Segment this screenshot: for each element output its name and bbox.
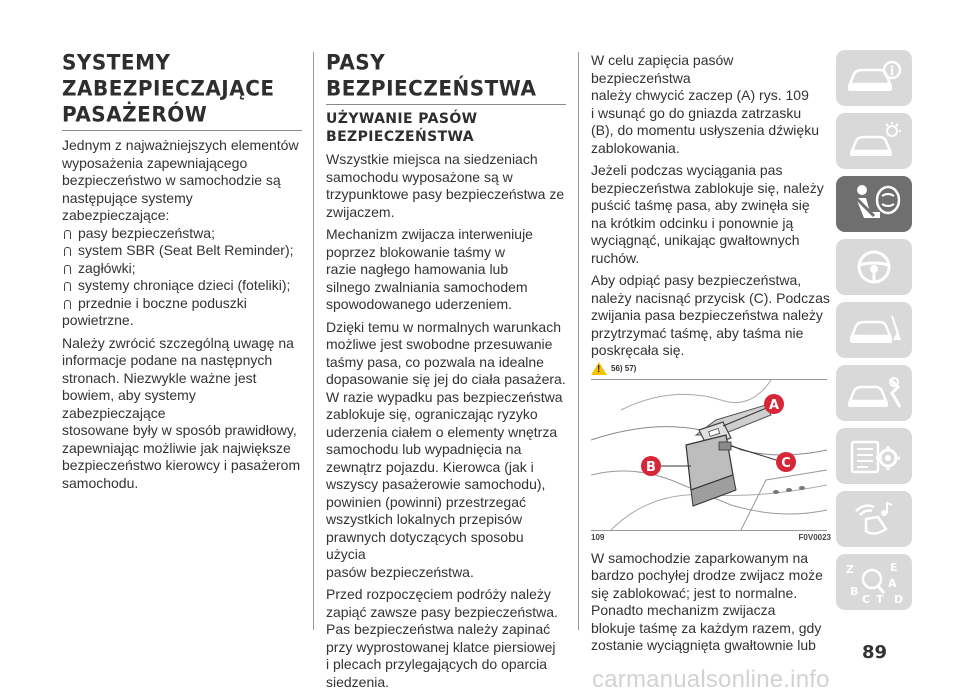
tab-technical-data[interactable] (836, 428, 912, 484)
figure-seat-belt-buckle (591, 379, 827, 531)
car-service-icon (844, 373, 904, 413)
tab-emergency[interactable] (836, 302, 912, 358)
figure-code: F0V0023 (798, 532, 831, 542)
svg-text:D: D (894, 593, 904, 605)
alphabetical-index-icon (842, 559, 906, 605)
column-divider (578, 52, 579, 630)
buckle-illustration (591, 380, 827, 530)
column-divider (313, 52, 314, 630)
tab-multimedia[interactable] (836, 491, 912, 547)
column-2 (326, 49, 566, 696)
specs-gear-icon (844, 436, 904, 476)
svg-text:C: C (862, 593, 871, 605)
label-C (776, 452, 796, 472)
warning-icon: ! (591, 362, 607, 375)
title-line: PASAŻERÓW (62, 101, 208, 127)
intro-paragraph: Jednym z najważniejszych elementów wyposażenia zapewniającego bezpieczeństwo w samochodzie są następujące systemy zabezpieczające: (62, 137, 299, 223)
section-title-systemy (62, 49, 302, 127)
bullet-icon (64, 265, 71, 274)
tab-safety[interactable] (836, 176, 912, 232)
steering-wheel-icon (844, 247, 904, 287)
list-item: system SBR (Seat Belt Reminder); (62, 242, 302, 260)
tab-car-info[interactable] (836, 50, 912, 106)
watermark: carmanualsonline.info (592, 666, 830, 693)
chapter-tabs (836, 50, 912, 617)
label-A (764, 394, 784, 414)
bullet-icon (64, 247, 71, 256)
svg-text:B: B (850, 585, 859, 598)
label-b-text: B (646, 459, 656, 475)
bullet-icon (64, 282, 71, 291)
warning-refs: 56) 57) (611, 363, 637, 373)
car-crash-icon (844, 310, 904, 350)
paragraph: W samochodzie zaparkowanym na bardzo pochyłej drodze zwijacz może się zablokować; jest to normalne. Ponadto mechanizm zwijacza blokuje taśmę za każdym razem, gdy zostanie wyciągnięta gwałtownie lub (591, 549, 823, 653)
svg-text:A: A (888, 577, 897, 590)
title-line: PASY (326, 49, 386, 75)
subsection-title (326, 111, 566, 145)
figure-caption (591, 533, 831, 542)
tab-starting-driving[interactable] (836, 239, 912, 295)
tab-maintenance[interactable] (836, 365, 912, 421)
subtitle-line: BEZPIECZEŃSTWA (326, 129, 475, 145)
paragraph: Dzięki temu w normalnych warunkach możliwe jest swobodne przesuwanie taśmy pasa, co pozwala na idealne dopasowanie się jej do ciała pasażera. W razie wypadku pas bezpieczeństwa zablokuje się, ograniczając ryzyko uderzenia ciałem o elementy wnętrza samochodu lub wypadnięcia na zewnątrz pojazdu. Kierowca (jak i wszyscy pasażerowie samochodu), powinien (powinni) przestrzegać wszystkich lokalnych przepisów prawnych dotyczących sposobu użycia pasów bezpieczeństwa. (326, 318, 566, 580)
label-a-text: A (768, 397, 780, 413)
svg-text:T: T (876, 593, 884, 605)
title-line: ZABEZPIECZAJĄCE (62, 75, 275, 101)
warning-reference (591, 362, 831, 375)
title-line: BEZPIECZEŃSTWA (326, 75, 537, 101)
column-3 (591, 52, 831, 660)
seat-airbag-icon (844, 182, 904, 226)
title-rule (326, 104, 566, 105)
figure-number: 109 (591, 532, 605, 542)
page-number: 89 (862, 642, 888, 663)
tab-index[interactable] (836, 554, 912, 610)
multimedia-icon (844, 499, 904, 539)
subtitle-line: UŻYWANIE PASÓW (326, 111, 478, 127)
label-c-text: C (781, 455, 791, 471)
list-item: przednie i boczne poduszki (62, 295, 302, 313)
paragraph: Przed rozpoczęciem podróży należy zapiąć zawsze pasy bezpieczeństwa. Pas bezpieczeństwa należy zapinać przy wyprostowanej klatce piersiowej i plecach przylegających do oparcia siedzenia. (326, 586, 558, 690)
list-item: zagłówki; (62, 260, 302, 278)
paragraph: W celu zapięcia pasów bezpieczeństwa należy chwycić zaczep (A) rys. 109 i wsunąć go do gniazda zatrzasku (B), do momentu usłyszenia dźwięku zablokowania. (591, 52, 819, 156)
paragraph: Wszystkie miejsca na siedzeniach samochodu wyposażone są w trzypunktowe pasy bezpieczeństwa ze zwijaczem. (326, 151, 565, 220)
list-continuation: powietrzne. (62, 312, 134, 328)
paragraph: Jeżeli podczas wyciągania pas bezpieczeństwa zablokuje się, należy puścić taśmę pasa, aby zwinęła się na krótkim odcinku i ponownie ją wyciągnąć, unikając gwałtownych ruchów. (591, 162, 824, 266)
column-1 (62, 49, 302, 497)
title-rule (62, 130, 302, 131)
list-item: systemy chroniące dzieci (foteliki); (62, 277, 302, 295)
svg-text:Z: Z (846, 563, 854, 576)
svg-text:i: i (889, 64, 895, 78)
label-B (641, 456, 661, 476)
list-item: pasy bezpieczeństwa; (62, 225, 302, 243)
title-line: SYSTEMY (62, 49, 171, 75)
tab-warning-lights[interactable] (836, 113, 912, 169)
attention-paragraph: Należy zwrócić szczególną uwagę na informacje podane na następnych stronach. Niezwykle ważne jest bowiem, aby systemy zabezpieczające stosowane były w sposób prawidłowy, zapewniając możliwie jak największe bezpieczeństwo kierowcy i pasażerom samochodu. (62, 334, 301, 491)
warning-light-icon (844, 121, 904, 161)
svg-text:E: E (890, 561, 898, 574)
bullet-icon (64, 230, 71, 239)
car-info-icon (844, 58, 904, 98)
paragraph: Aby odpiąć pasy bezpieczeństwa, należy nacisnąć przycisk (C). Podczas zwijania pasa bezpieczeństwa należy przytrzymać taśmę, aby taśma nie poskręcała się. (591, 272, 830, 358)
safety-systems-list (62, 225, 302, 313)
bullet-icon (64, 300, 71, 309)
paragraph: Mechanizm zwijacza interweniuje poprzez blokowanie taśmy w razie nagłego hamowania lub silnego zwalniania samochodem spowodowanego uderzeniem. (326, 226, 533, 312)
section-title-pasy (326, 49, 566, 101)
